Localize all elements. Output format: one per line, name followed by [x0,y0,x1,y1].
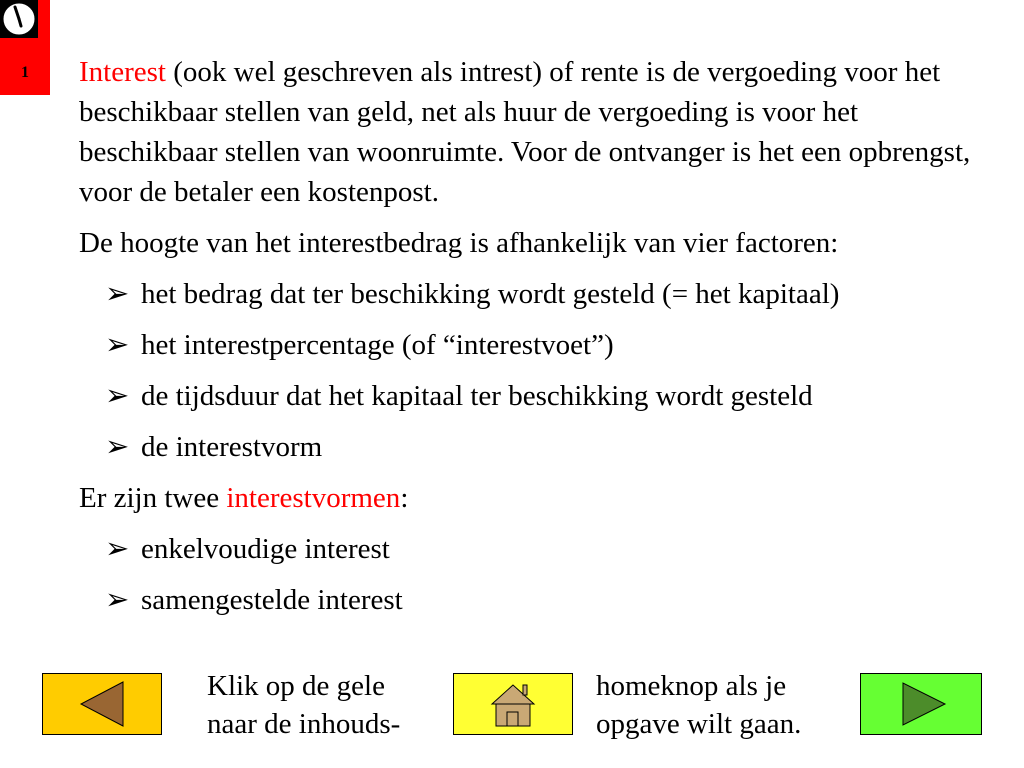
list-item-text: samengestelde interest [141,584,403,616]
list-item-text: enkelvoudige interest [141,533,390,565]
footer-instruction-right [596,667,801,743]
factors-intro: De hoogte van het interestbedrag is afhankelijk van vier factoren: [79,227,839,259]
slide-number: 1 [21,64,29,81]
term-interestvormen: interestvormen [226,482,401,514]
triangle-right-icon [861,674,981,734]
definition-paragraph [79,52,991,212]
list-item [105,580,991,620]
previous-button[interactable] [42,673,162,735]
forms-intro-prefix: Er zijn twee [79,482,227,514]
list-item [105,325,991,365]
arrow-bullet-icon: ➢ [105,533,130,565]
footer-instruction-left [207,667,400,743]
next-button[interactable] [860,673,982,735]
arrow-bullet-icon: ➢ [105,380,130,412]
clock-icon [0,0,38,38]
forms-intro [79,478,991,518]
arrow-bullet-icon: ➢ [105,584,130,616]
footer-right-line1: homeknop als je [596,670,787,702]
term-interest: Interest [79,56,166,88]
list-item [105,529,991,569]
footer-left-line1: Klik op de gele [207,670,385,702]
slide-content [79,52,991,631]
home-button[interactable] [453,673,573,735]
list-item [105,376,991,416]
list-item-text: het bedrag dat ter beschikking wordt gesteld (= het kapitaal) [141,278,840,310]
triangle-left-icon [43,674,161,734]
forms-intro-suffix: : [400,482,409,514]
list-item [105,427,991,467]
footer-left-line2: naar de inhouds- [207,708,401,740]
arrow-bullet-icon: ➢ [105,278,130,310]
arrow-bullet-icon: ➢ [105,431,130,463]
footer-right-line2: opgave wilt gaan. [596,708,802,740]
list-item [105,274,991,314]
definition-text: (ook wel geschreven als intrest) of rente is de vergoeding voor het beschikbaar stellen van geld, net als huur de vergoeding is voor het beschikbaar stellen van woonruimte. Voor de ontvanger is het een opbrengst, voor de betaler een kostenpost. [79,56,971,208]
arrow-bullet-icon: ➢ [105,329,130,361]
list-item-text: de interestvorm [141,431,323,463]
home-icon [454,674,572,734]
list-item-text: de tijdsduur dat het kapitaal ter beschikking wordt gesteld [141,380,813,412]
list-item-text: het interestpercentage (of “interestvoet”) [141,329,614,361]
